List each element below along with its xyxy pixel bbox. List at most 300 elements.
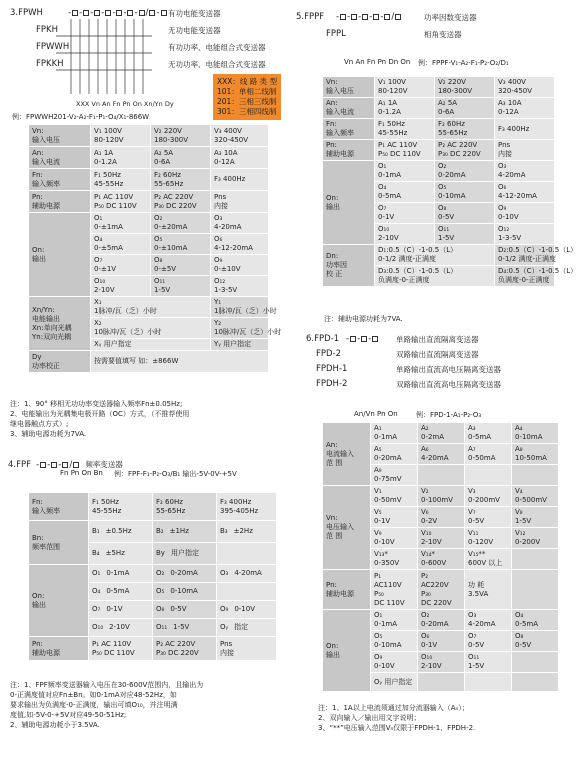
cell-token: 0-10V [234,605,256,613]
table-cell [512,507,559,528]
cell-line: O₁₁ [468,653,480,661]
cell-line: 0-5mA [468,433,492,441]
cell-line: 0-±5mA [94,244,123,252]
cell-line: 1脉冲/瓦（乏）小时 [94,307,157,315]
cell-line: O₇ [468,632,477,640]
cell-line: V₉ [374,529,382,537]
cell-token: O₂ [156,569,165,577]
cell-line: 0-1.2A [94,157,117,166]
table-row [29,565,277,583]
cell-line: 0-50mV [374,496,402,504]
cell-line: D₁:0.5（C）-1-0.5（L） [378,246,458,254]
cell-line: On: [32,591,45,600]
spec-table-s3 [28,124,282,373]
cell-line: An: [326,99,338,107]
row-label [29,213,91,297]
table-cell [153,493,217,521]
cell-line: 0-5V [515,641,532,649]
name-fpd2: 双路输出直流隔离变送器 [396,350,479,359]
table-cell [435,98,495,119]
cell-line: V₁ [374,487,382,495]
cell-line: F₁ 50Hz [94,170,121,179]
table-cell [465,528,512,549]
row-label [323,161,375,245]
table-cell [89,583,153,601]
row-label [29,565,89,637]
cell-line: 输出 [326,650,340,659]
cell-token: O₉ [220,605,229,613]
cell-line: A₅ [374,445,382,453]
code-fpkkh: FPKKH [36,59,64,69]
table-row [323,486,559,507]
example-s6: 例：FPD-1-A₁-P₂-O₃ [416,411,482,419]
cell-line: Dn: [326,252,339,260]
row-label [29,521,89,565]
cell-line: 校 正 [326,270,343,278]
cell-line: 0-±20mA [154,223,188,231]
table-cell [211,318,282,339]
cell-line: O₂ [421,611,430,619]
name-fpwwh: 有功功率、电能组合式变送器 [168,43,266,52]
table-cell [211,147,269,169]
cell-line: V₄ [515,487,523,495]
table-cell [465,507,512,528]
cell-line: P₅₀ DC 110V [378,150,421,158]
cell-line: 45-55Hz [378,129,408,137]
cell-line: D₂:0.5（C）-1-0.5（L） [498,246,577,254]
table-cell [375,224,435,245]
cell-line: 负满度-0-正满度 [378,276,430,284]
cell-line: V₃ [468,487,476,495]
cell-line: O₂ [438,162,447,170]
cell-line: O₅ [374,632,383,640]
table-cell [418,549,465,570]
table-row [323,570,559,610]
cell-line: V₁ 100V [378,78,406,86]
cell-line: O₁ [378,162,387,170]
table-cell [211,191,269,213]
cell-line: On: [326,193,339,202]
cell-line: Vn: [326,78,338,86]
cell-line: Dy [32,352,42,361]
table-cell [465,570,512,610]
cell-line: 功率校正 [32,361,60,370]
table-row [29,125,269,147]
cell-line: Vn: [326,514,338,522]
table-row [323,98,555,119]
table-cell [211,125,269,147]
row-label [29,297,91,351]
cell-line: 2-10V [421,538,442,546]
cell-line: V₇ [468,508,476,516]
cell-line: 0-2V [421,517,438,525]
cell-token: By [156,549,165,557]
cell-line: Vn: [32,126,44,135]
cell-line: 输入电压 [32,135,60,144]
cell-line: O₆ [498,183,507,191]
cell-token: B₃ [220,527,228,535]
cell-line: 0-2mA [421,433,445,441]
cell-line: A₇ [468,445,476,453]
table-cell [371,444,418,465]
cell-token: 1-5V [173,623,190,631]
cell-line: O₃ [498,162,507,170]
table-cell [375,140,435,161]
cell-line: DC 110V [374,598,405,607]
cell-line: O₄ [94,235,103,243]
cell-line: 内接 [220,648,234,657]
table-row [29,213,269,234]
row-label [29,191,91,213]
cell-line: 0-20mA [374,454,402,462]
table-cell [371,631,418,652]
cell-line: Bn: [32,533,44,542]
cell-token: O₁ [92,569,101,577]
table-cell [418,528,465,549]
cell-line: O₈ [515,632,524,640]
cell-token: ±5Hz [105,549,125,557]
cell-line: O₁₀ [94,277,106,285]
table-cell [512,444,559,465]
cell-line: O₉ [374,653,383,661]
cell-line: F₁ 50Hz [378,120,405,128]
table-cell [89,493,153,521]
cell-line: Fn: [326,120,337,128]
table-row [29,297,269,318]
table-cell [375,182,435,203]
cell-line: 0-500mV [515,496,547,504]
cell-line: A₃ 10A [498,99,522,107]
table-cell [371,610,418,631]
table-cell [89,619,153,637]
table-cell [91,125,151,147]
cell-line: 0-±10V [214,265,241,273]
cell-line: A₂ 5A [154,148,174,157]
cell-line: 3.5VA [468,589,489,598]
code-fpwwh: FPWWH [36,42,70,52]
cell-line: P₂ AC 220V [156,639,196,648]
row-label [323,245,375,287]
code-fpkh: FPKH [36,25,58,35]
table-cell [217,583,277,601]
cell-line: 辅助电源 [326,150,354,158]
cell-line: 0-10V [374,538,395,546]
cell-line: 电压输入 [326,523,354,531]
cell-line: Oᵧ 用户指定 [374,677,413,686]
cell-line: F₁ 50Hz [92,497,119,506]
table-row [29,521,277,543]
table-row [323,77,555,98]
name-fpdh1: 单路输出直流高电压隔离变送器 [396,365,501,374]
row-label [29,351,91,373]
cell-token: ±0.5Hz [105,527,132,535]
table-cell [211,169,269,191]
table-cell [89,601,153,619]
cell-line: Pn: [32,192,43,201]
cell-line: 4-12-20mA [214,244,253,252]
row-label [323,570,371,610]
table-row [29,637,277,661]
cell-line: O₂ [154,214,163,222]
cell-line: P₃₀ [421,589,431,598]
cell-line: V₃ 400V [498,78,526,86]
cell-line: 0-5V [468,517,485,525]
table-cell [371,652,418,673]
cell-line: V₃ 400V [214,126,242,135]
table-row [29,493,277,521]
cell-token: B₂ [156,527,164,535]
code-fpdh2: FPDH-2 [316,379,348,389]
cell-line: Y₂ [214,319,222,327]
table-cell [465,610,512,631]
cell-line: F₂ 60Hz [156,497,183,506]
cell-line: V₂ 220V [154,126,182,135]
cell-line: 辅助电源 [326,589,354,598]
cell-line: 4-20mA [498,171,526,179]
table-cell [465,673,512,692]
name-fpkh: 无功电能变送器 [168,26,221,35]
cell-token: ±2Hz [233,527,253,535]
table-cell [89,521,153,543]
cell-line: 0-1V [421,641,438,649]
table-cell [217,565,277,583]
cell-line: A₉ [374,466,382,474]
cell-line: 45-55Hz [94,179,124,188]
table-cell [418,610,465,631]
table-cell [371,528,418,549]
cell-line: D₄:0.5（C）-1-0.5（L） [498,267,577,275]
cell-line: 0-1V [378,213,395,221]
cell-line: 0-12A [214,157,235,166]
cell-line: 负满度-0-正满度 [498,276,550,284]
cell-line: Yᵧ 用户指定 [214,340,252,348]
table-cell [371,486,418,507]
cell-line: 输入电流 [326,108,354,116]
table-cell [211,276,269,297]
cell-line: 0-350V [374,559,400,567]
cell-line: O₅ [438,183,447,191]
cell-line: O₇ [94,256,103,264]
cell-line: 2-10V [94,286,115,294]
table-cell [211,339,269,351]
cell-line: 范 围 [326,532,343,540]
cell-line: 55-65Hz [156,506,186,515]
cell-line: F₃ 400Hz [220,497,252,506]
cell-line: Xn/Yn: [32,305,55,314]
cell-line: P₁ AC 110V [94,192,134,201]
cell-line: O₄ [378,183,387,191]
table-cell [495,224,555,245]
code-boxes-5: - - - - - / [336,12,402,23]
cell-line: 输入电流 [32,157,60,166]
table-cell [151,255,211,276]
cell-line: X₂ [94,319,102,327]
notes-s4: 注：1、FPF频率变送器输入电压在30-600V范围内，且输出为 0-正满度值对应Fn±Bn。如0-1mA对应48-52Hz，如 要求输出为负满度-0-正满度，输出可填O₁₀，并注明满 度值,如-5V-0-+5V对应49-50-51Hz; 2、辅助电源功耗小于3.5VA. [10,681,204,729]
cell-line: 1-5V [468,662,485,670]
table-cell [211,255,269,276]
cell-token: B₄ [92,549,100,557]
cell-line: 输出 [326,202,340,211]
cell-token: B₁ [92,527,100,535]
cell-line: 55-65Hz [154,179,184,188]
cell-line: 功 耗 [468,580,485,589]
cell-line: O₈ [438,204,447,212]
cell-line: O₉ [214,256,223,264]
row-label [323,140,375,161]
table-row [29,191,269,213]
cell-line: 0-1/2 满度-正满度 [378,255,436,263]
table-cell [495,119,555,140]
cell-token: O₁₁ [156,623,168,631]
table-cell [495,182,555,203]
table-cell [418,423,465,444]
cell-line: 10脉冲/瓦（乏）小时 [94,328,162,336]
cell-line: 0-5V [468,641,485,649]
table-cell [371,549,418,570]
cell-line: P₅₀ [374,589,384,598]
cell-line: Pns [498,141,511,149]
table-cell [418,486,465,507]
table-cell [211,297,277,318]
table-cell [375,266,495,287]
cell-line: 0-1.2A [378,108,401,116]
cell-line: O₁ [374,611,383,619]
cell-line: A₁ 1A [378,99,398,107]
table-cell [153,583,217,601]
cell-line: V₁₀ [421,529,432,537]
cell-line: 辅助电源 [32,648,60,657]
table-cell [495,140,555,161]
cell-line: 320-450V [214,135,249,144]
table-cell [418,444,465,465]
cell-line: O₇ [378,204,387,212]
cell-line: 0-±1mA [94,223,123,231]
cell-token: 0-5mA [106,587,130,595]
cell-line: 0-1mA [374,620,398,628]
cell-line: A₄ [515,424,523,432]
cell-line: V₁₃* [374,550,388,558]
cell-line: 电流输入 [326,449,354,458]
axis-labels-4: Fn Pn On Bn [60,469,103,477]
code-boxes-4: - - - / [36,460,80,470]
cell-line: 180-300V [438,87,473,95]
table-cell [465,465,512,486]
cell-line: O₅ [154,235,163,243]
table-cell [495,98,555,119]
cell-token: O₈ [156,605,165,613]
cell-line: F₃ 400Hz [214,175,246,183]
name-fpdh2: 双路输出直流高电压隔离变送器 [396,380,501,389]
cell-line: 600V 以上 [468,559,503,567]
table-cell [91,147,151,169]
cell-line: 0-120V [468,538,494,546]
cell-line: P₁ AC 110V [92,639,132,648]
cell-line: 0-5mA [515,620,539,628]
axis-labels-5: Vn An Fn Pn Dn On [344,58,411,66]
table-cell [512,610,559,631]
cell-line: P₅₀ DC 110V [92,648,135,657]
table-cell [435,119,495,140]
cell-line: 0-100mV [421,496,453,504]
cell-line: P₃₀ DC 220V [154,201,197,210]
table-cell [435,182,495,203]
cell-line: O₁₁ [154,277,166,285]
cell-line: P₂ AC 220V [154,192,194,201]
cell-line: A₂ 5A [438,99,458,107]
cell-line: 0-1/2 满度-正满度 [498,255,556,263]
table-cell [465,423,512,444]
table-cell [375,245,495,266]
cell-line: DC 220V [421,598,452,607]
cell-line: V₆ [421,508,429,516]
table-cell [151,147,211,169]
cell-line: 输入频率 [32,506,60,515]
cell-line: AC110V [374,580,402,589]
row-label [323,119,375,140]
cell-line: 0-12A [498,108,519,116]
cell-line: P₃₀ DC 220V [438,150,481,158]
table-cell [89,637,153,661]
cell-line: X₁ [94,298,102,306]
cell-line: O₆ [421,632,430,640]
table-cell [151,276,211,297]
spec-table-s6 [322,422,559,692]
cell-line: 4-20mA [421,454,449,462]
cell-line: 1脉冲/瓦（乏）小时 [214,307,277,315]
cell-line: Fn: [32,497,43,506]
cell-line: 0-6A [438,108,455,116]
cell-line: P₁ [374,571,382,580]
table-cell [91,276,151,297]
cell-line: F₂ 60Hz [154,170,181,179]
cell-line: 0-20mA [438,171,466,179]
table-cell [153,521,217,543]
table-cell [418,465,465,486]
name-fpkkh: 无功功率、电能组合式变送器 [168,60,266,69]
cell-line: 10脉冲/瓦（乏）小时 [214,328,282,336]
table-cell [91,191,151,213]
cell-token: ±1Hz [169,527,189,535]
table-cell [371,507,418,528]
cell-line: P₂ [421,571,429,580]
cell-line: 功率因 [326,261,347,269]
table-cell [91,339,211,351]
cell-line: 输入电压 [326,87,354,95]
cell-line: AC220V [421,580,449,589]
table-cell [375,119,435,140]
cell-line: 0-1mA [374,433,398,441]
cell-line: 0-20mA [421,620,449,628]
table-cell [465,631,512,652]
cell-line: V₁₁ [468,529,479,537]
cell-line: Pns [220,639,233,648]
cell-line: A₁ [374,424,382,432]
row-label [323,77,375,98]
cell-line: 4-20mA [214,223,242,231]
cell-line: O₄ [515,611,524,619]
table-cell [512,549,559,570]
table-cell [91,234,151,255]
cell-line: Y₁ [214,298,222,306]
cell-line: 输出 [32,600,46,609]
cell-line: P₁ AC 110V [378,141,418,149]
table-cell [418,652,465,673]
cell-line: 4-20mA [468,620,496,628]
cell-token: O₅ [156,587,165,595]
cell-line: 0-5V [438,213,455,221]
table-cell [375,161,435,182]
cell-line: 320-450V [498,87,533,95]
